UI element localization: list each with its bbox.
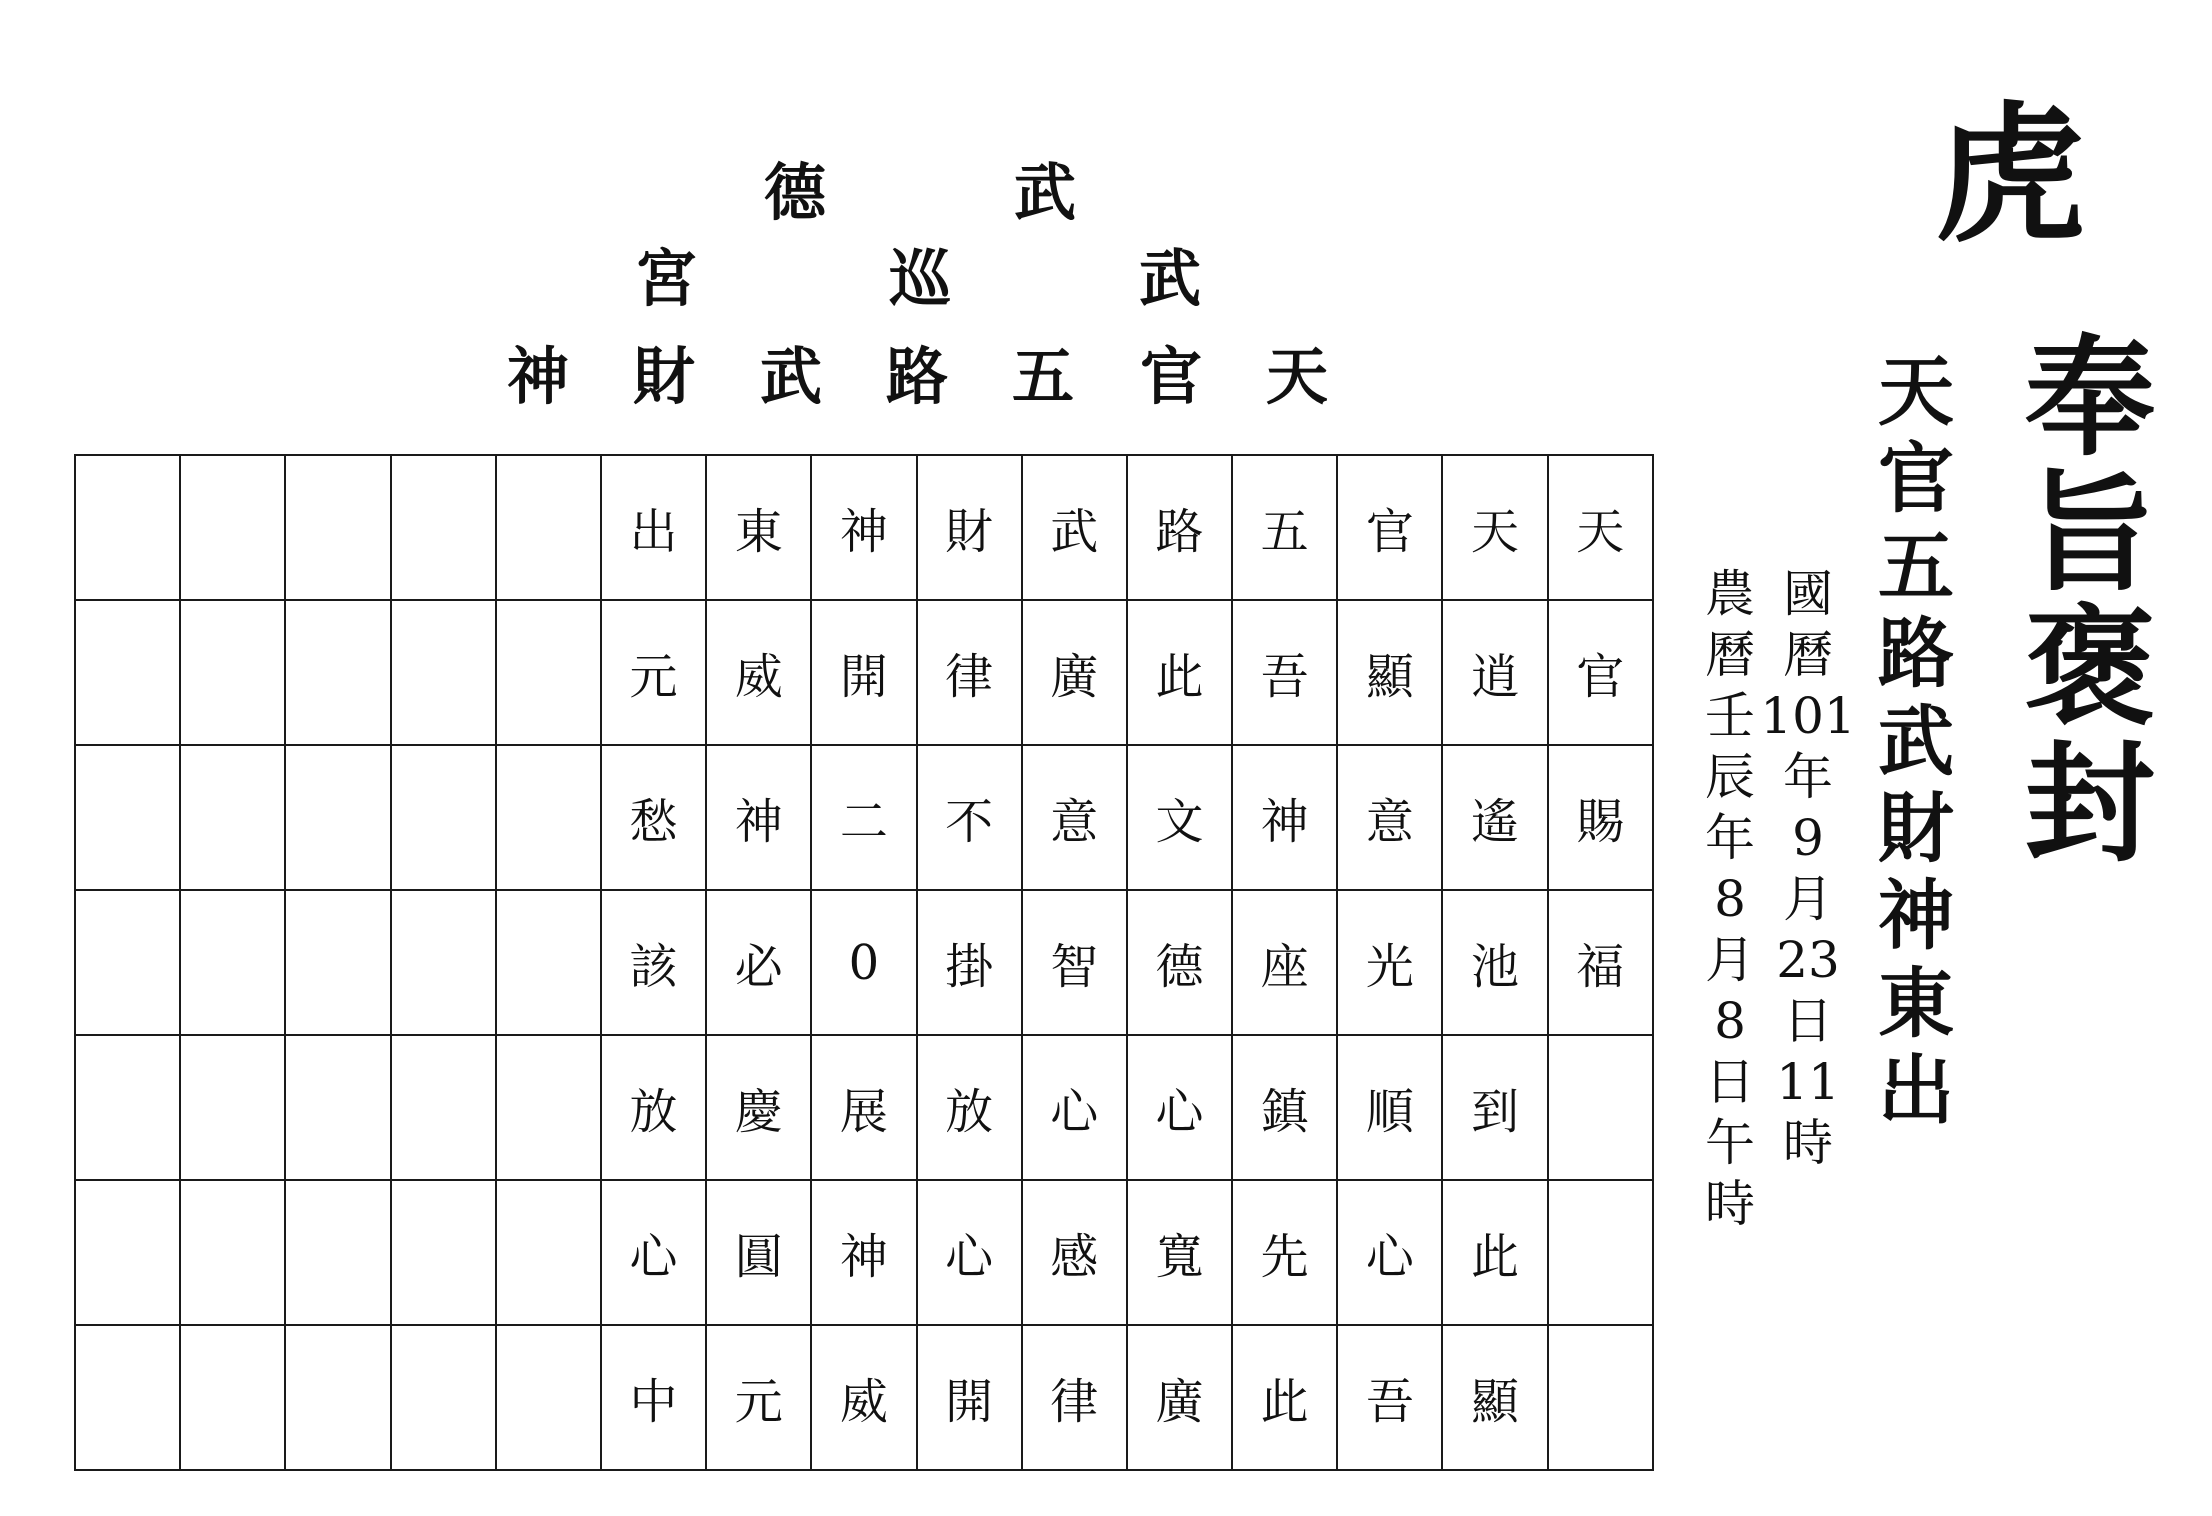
- date-token: 8: [1714, 870, 1746, 928]
- date-token: 年: [1783, 748, 1833, 806]
- grid-cell: 神: [811, 1180, 916, 1325]
- grid-cell: [391, 1325, 496, 1470]
- deity-char: 神: [1878, 871, 1954, 961]
- deity-char: 東: [1878, 958, 1954, 1048]
- grid-cell: 武: [1022, 455, 1127, 600]
- date-token: 國: [1783, 565, 1833, 623]
- grid-cell: 遙: [1442, 745, 1547, 890]
- header-char: 神: [506, 340, 570, 413]
- grid-cell: 掛: [917, 890, 1022, 1035]
- date-token: 辰: [1705, 748, 1755, 806]
- grid-row: [75, 745, 1653, 890]
- grid-cell: 天: [1442, 455, 1547, 600]
- grid-cell: 愁: [601, 745, 706, 890]
- grid-cell: [180, 1325, 285, 1470]
- date-token: 8: [1714, 992, 1746, 1050]
- grid-cell: 順: [1337, 1035, 1442, 1180]
- header-char: 巡: [888, 242, 952, 315]
- deity-char: 天: [1878, 347, 1954, 436]
- date-token: 曆: [1705, 626, 1755, 684]
- grid-cell: 神: [811, 455, 916, 600]
- edict-char: 旨: [2024, 456, 2156, 610]
- grid-cell: 慶: [706, 1035, 811, 1180]
- deity-char: 武: [1878, 696, 1954, 786]
- grid-cell: 感: [1022, 1180, 1127, 1325]
- grid-row: [75, 1180, 1653, 1325]
- grid-cell: 心: [1337, 1180, 1442, 1325]
- grid-cell: 天: [1548, 455, 1653, 600]
- header-char: 財: [632, 340, 696, 413]
- grid-cell: [75, 745, 180, 890]
- grid-cell: 此: [1232, 1325, 1337, 1470]
- grid-row: [75, 890, 1653, 1035]
- grid-cell: 顯: [1337, 600, 1442, 745]
- grid-cell: [496, 745, 601, 890]
- grid-cell: 威: [706, 600, 811, 745]
- grid-cell: 池: [1442, 890, 1547, 1035]
- grid-cell: [391, 1180, 496, 1325]
- grid-cell: [75, 890, 180, 1035]
- grid-cell: [391, 745, 496, 890]
- grid-cell: [75, 1180, 180, 1325]
- grid-cell: 心: [1127, 1035, 1232, 1180]
- grid-cell: 光: [1337, 890, 1442, 1035]
- grid-cell: 座: [1232, 890, 1337, 1035]
- date-token: 月: [1783, 870, 1833, 928]
- grid-cell: 0: [811, 890, 916, 1035]
- grid-cell: 元: [601, 600, 706, 745]
- grid-cell: 二: [811, 745, 916, 890]
- date-token: 日: [1705, 1053, 1755, 1111]
- grid-cell: 吾: [1337, 1325, 1442, 1470]
- grid-cell: [1548, 1180, 1653, 1325]
- header-char: 武: [1138, 242, 1202, 315]
- grid-cell: 神: [706, 745, 811, 890]
- header-char: 五: [1011, 340, 1075, 413]
- date-token: 101: [1760, 687, 1856, 745]
- grid-cell: 吾: [1232, 600, 1337, 745]
- deity-title-column: [1878, 348, 1954, 1135]
- grid-cell: [496, 455, 601, 600]
- date-token: 日: [1783, 992, 1833, 1050]
- grid-cell: 開: [811, 600, 916, 745]
- grid-cell: 賜: [1548, 745, 1653, 890]
- grid-cell: 圓: [706, 1180, 811, 1325]
- grid-cell: 逍: [1442, 600, 1547, 745]
- grid-cell: [180, 745, 285, 890]
- date-token: 9: [1792, 809, 1824, 867]
- grid-cell: 官: [1548, 600, 1653, 745]
- header-char: 官: [1139, 340, 1203, 413]
- text-grid: [74, 454, 1654, 1471]
- grid-cell: 德: [1127, 890, 1232, 1035]
- grid-cell: 官: [1337, 455, 1442, 600]
- grid-cell: 神: [1232, 745, 1337, 890]
- date-token: 11: [1776, 1053, 1840, 1111]
- grid-cell: [391, 455, 496, 600]
- grid-cell: [285, 1325, 390, 1470]
- grid-cell: 威: [811, 1325, 916, 1470]
- deity-char: 財: [1878, 783, 1954, 873]
- grid-cell: [180, 600, 285, 745]
- grid-row: [75, 1325, 1653, 1470]
- grid-cell: 中: [601, 1325, 706, 1470]
- grid-cell: [180, 1035, 285, 1180]
- grid-cell: 律: [917, 600, 1022, 745]
- grid-cell: 不: [917, 745, 1022, 890]
- grid-cell: 福: [1548, 890, 1653, 1035]
- grid-cell: 心: [601, 1180, 706, 1325]
- date-token: 時: [1705, 1175, 1755, 1233]
- grid-cell: [75, 455, 180, 600]
- header-char: 武: [1013, 156, 1077, 229]
- date-token: 午: [1705, 1114, 1755, 1172]
- deity-char: 五: [1878, 521, 1954, 611]
- deity-char: 路: [1878, 609, 1954, 699]
- grid-cell: [180, 1180, 285, 1325]
- grid-cell: 心: [1022, 1035, 1127, 1180]
- grid-cell: [285, 890, 390, 1035]
- date-token: 曆: [1783, 626, 1833, 684]
- grid-cell: [496, 1035, 601, 1180]
- edict-char: 奉: [2024, 321, 2156, 474]
- edict-column: [2024, 321, 2156, 880]
- grid-row: [75, 455, 1653, 600]
- grid-cell: 顯: [1442, 1325, 1547, 1470]
- date-token: 時: [1783, 1114, 1833, 1172]
- grid-cell: 此: [1442, 1180, 1547, 1325]
- grid-cell: 展: [811, 1035, 916, 1180]
- grid-cell: [496, 1325, 601, 1470]
- grid-cell: [75, 600, 180, 745]
- grid-cell: [285, 600, 390, 745]
- grid-cell: 必: [706, 890, 811, 1035]
- grid-cell: 放: [601, 1035, 706, 1180]
- grid-cell: 寬: [1127, 1180, 1232, 1325]
- header-char: 德: [763, 156, 827, 229]
- grid-cell: 廣: [1022, 600, 1127, 745]
- grid-cell: [285, 745, 390, 890]
- grid-cell: 到: [1442, 1035, 1547, 1180]
- grid-row: [75, 600, 1653, 745]
- grid-cell: [391, 600, 496, 745]
- grid-cell: [496, 1180, 601, 1325]
- grid-cell: 文: [1127, 745, 1232, 890]
- grid-cell: [285, 1035, 390, 1180]
- date-token: 月: [1705, 931, 1755, 989]
- grid-cell: 先: [1232, 1180, 1337, 1325]
- grid-cell: 意: [1337, 745, 1442, 890]
- deity-char: 出: [1878, 1046, 1954, 1136]
- grid-cell: 元: [706, 1325, 811, 1470]
- grid-cell: 該: [601, 890, 706, 1035]
- date-token: 壬: [1705, 687, 1755, 745]
- grid-cell: 路: [1127, 455, 1232, 600]
- grid-cell: 智: [1022, 890, 1127, 1035]
- grid-cell: [1548, 1325, 1653, 1470]
- date-token: 年: [1705, 809, 1755, 867]
- header-char: 宮: [634, 242, 698, 315]
- grid-cell: 放: [917, 1035, 1022, 1180]
- national-date-column: [1760, 564, 1855, 1174]
- grid-cell: [75, 1325, 180, 1470]
- grid-cell: 五: [1232, 455, 1337, 600]
- grid-cell: 鎮: [1232, 1035, 1337, 1180]
- grid-cell: 心: [917, 1180, 1022, 1325]
- date-token: 農: [1705, 565, 1755, 623]
- grid-cell: [285, 455, 390, 600]
- grid-cell: [75, 1035, 180, 1180]
- grid-cell: [180, 890, 285, 1035]
- grid-cell: [496, 890, 601, 1035]
- grid-row: [75, 1035, 1653, 1180]
- grid-cell: [180, 455, 285, 600]
- grid-cell: 財: [917, 455, 1022, 600]
- grid-cell: 此: [1127, 600, 1232, 745]
- grid-cell: 東: [706, 455, 811, 600]
- grid-cell: [391, 1035, 496, 1180]
- deity-char: 官: [1878, 434, 1954, 524]
- grid-cell: [285, 1180, 390, 1325]
- grid-cell: 意: [1022, 745, 1127, 890]
- grid-cell: [1548, 1035, 1653, 1180]
- grid-cell: 出: [601, 455, 706, 600]
- tiger-character: 虎: [1934, 87, 2086, 263]
- header-char: 武: [759, 340, 823, 413]
- grid-cell: [496, 600, 601, 745]
- header-char: 路: [885, 340, 949, 413]
- grid-cell: 開: [917, 1325, 1022, 1470]
- date-token: 23: [1776, 931, 1840, 989]
- grid-cell: [391, 890, 496, 1035]
- header-char: 天: [1265, 340, 1329, 413]
- lunar-date-column: [1705, 564, 1755, 1235]
- grid-cell: 廣: [1127, 1325, 1232, 1470]
- edict-char: 褒: [2024, 591, 2156, 745]
- grid-cell: 律: [1022, 1325, 1127, 1470]
- edict-char: 封: [2024, 726, 2156, 880]
